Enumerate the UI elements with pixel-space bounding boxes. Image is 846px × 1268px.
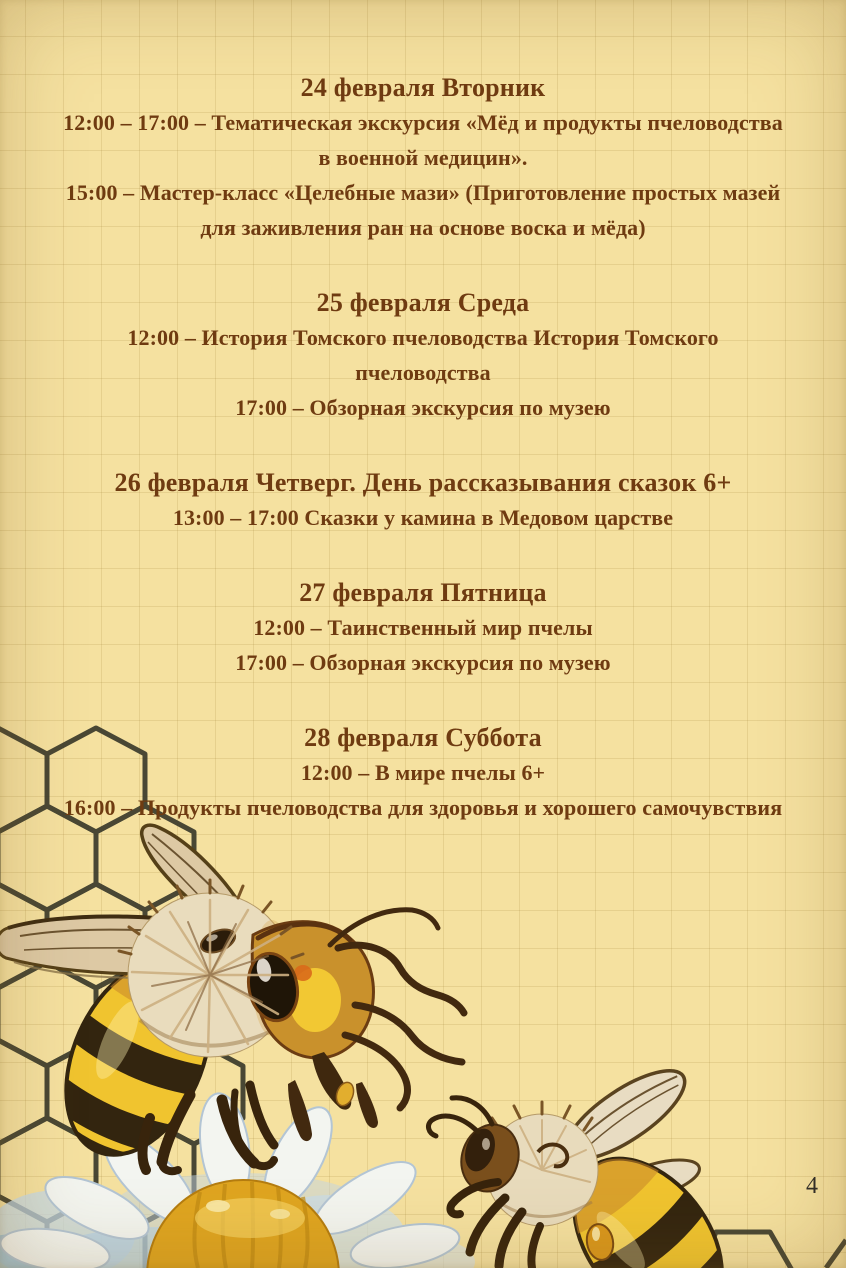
event-line: 13:00 – 17:00 Сказки у камина в Медовом царстве (172, 505, 674, 530)
event-line: 12:00 – История Томского пчеловодства История Томского (127, 325, 719, 350)
event-line: 16:00 – Продукты пчеловодства для здоровья и хорошего самочувствия (63, 795, 783, 820)
event-line: 17:00 – Обзорная экскурсия по музею (235, 650, 611, 675)
schedule-section-friday (0, 575, 846, 680)
date-heading: 24 февраля Вторник (300, 73, 546, 102)
schedule-section-thursday (0, 465, 846, 535)
date-heading: 28 февраля Суббота (304, 723, 542, 752)
event-line: для заживления ран на основе воска и мёда) (200, 215, 646, 240)
schedule-section-tuesday (0, 70, 846, 245)
event-line: 17:00 – Обзорная экскурсия по музею (235, 395, 611, 420)
page-number: 4 (806, 1173, 818, 1199)
event-line: пчеловодства (355, 360, 491, 385)
event-line: в военной медицин». (318, 145, 528, 170)
schedule-section-wednesday (0, 285, 846, 425)
event-line: 12:00 – 17:00 – Тематическая экскурсия «Мёд и продукты пчеловодства (63, 110, 783, 135)
schedule-section-saturday (0, 720, 846, 825)
event-line: 15:00 – Мастер-класс «Целебные мази» (Приготовление простых мазей (65, 180, 781, 205)
event-line: 12:00 – Таинственный мир пчелы (253, 615, 593, 640)
date-heading: 25 февраля Среда (316, 288, 530, 317)
date-heading: 26 февраля Четверг. День рассказывания сказок 6+ (114, 468, 732, 497)
date-heading: 27 февраля Пятница (299, 578, 547, 607)
event-line: 12:00 – В мире пчелы 6+ (300, 760, 546, 785)
